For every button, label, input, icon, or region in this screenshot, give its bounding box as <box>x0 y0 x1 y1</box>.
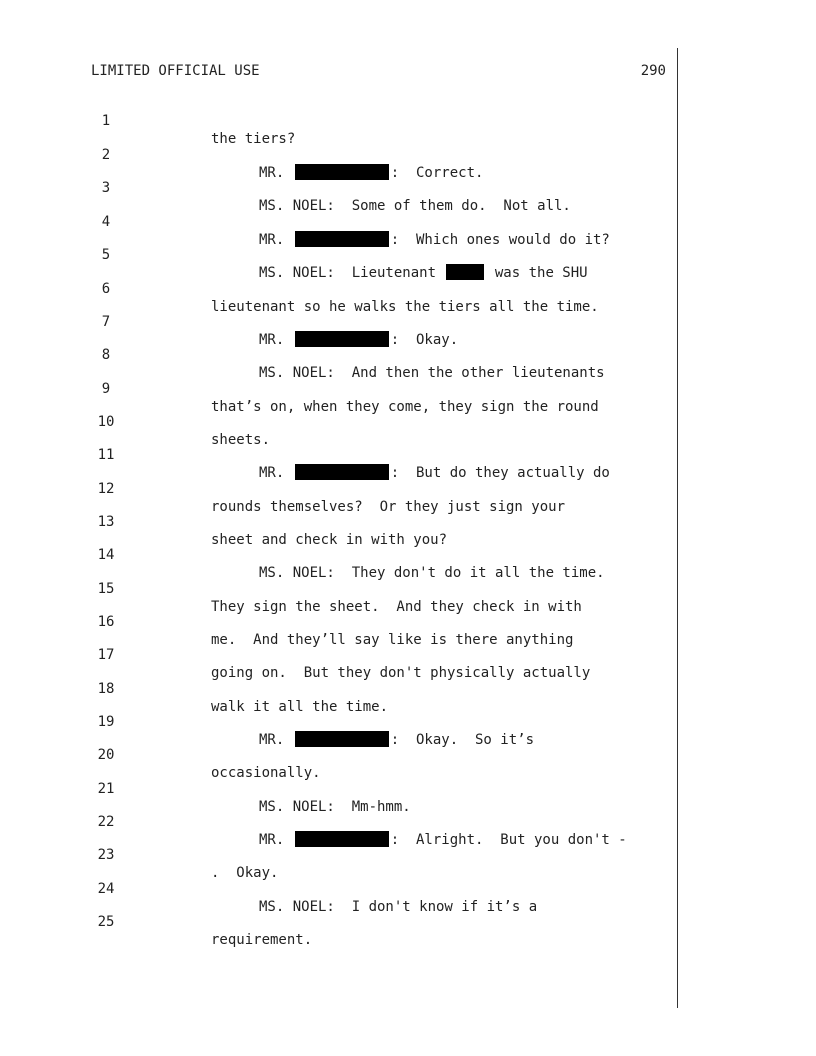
speaker-prefix: MR. <box>259 832 293 848</box>
transcript-line <box>0 161 680 214</box>
transcript-line <box>0 295 680 348</box>
line-number: 11 <box>97 447 115 463</box>
transcript-line <box>0 262 680 315</box>
line-text: rounds themselves? Or they just sign your <box>211 499 566 515</box>
transcript-line <box>0 128 680 181</box>
line-number: 25 <box>97 914 115 930</box>
speaker-prefix: MR. <box>259 165 293 181</box>
line-number: 22 <box>97 814 115 830</box>
transcript-line <box>0 628 680 681</box>
transcript-line <box>0 328 680 381</box>
line-text: me. And they’ll say like is there anything <box>211 632 574 648</box>
transcript-line <box>0 862 680 915</box>
line-number: 7 <box>101 314 111 330</box>
speaker-prefix: MR. <box>259 465 293 481</box>
speech-text: : Which ones would do it? <box>390 232 610 248</box>
transcript-line <box>0 362 680 415</box>
line-number: 1 <box>101 113 111 129</box>
line-number: 10 <box>97 414 115 430</box>
transcript-line <box>0 695 680 748</box>
transcript-line <box>0 195 680 248</box>
speaker-prefix: MR. <box>259 332 293 348</box>
line-text: going on. But they don't physically actually <box>211 665 591 681</box>
line-number: 14 <box>97 547 115 563</box>
line-text: that’s on, when they come, they sign the round <box>211 399 599 415</box>
transcript-line <box>0 828 680 881</box>
classification-header: LIMITED OFFICIAL USE <box>91 63 260 79</box>
transcript-line <box>0 94 680 147</box>
speech-text: : But do they actually do <box>390 465 610 481</box>
speech-text: : Okay. <box>390 332 459 348</box>
speech-text: : Correct. <box>390 165 484 181</box>
line-text: sheet and check in with you? <box>211 532 448 548</box>
line-number: 9 <box>101 381 111 397</box>
line-number: 24 <box>97 881 115 897</box>
transcript-line <box>0 662 680 715</box>
line-number: 2 <box>101 147 111 163</box>
transcript-line <box>0 795 680 848</box>
line-number: 5 <box>101 247 111 263</box>
line-text: . Okay. <box>211 865 279 881</box>
line-text: MS. NOEL: I don't know if it’s a <box>259 899 538 915</box>
line-number: 23 <box>97 847 115 863</box>
line-number: 4 <box>101 214 111 230</box>
page-number: 290 <box>640 63 666 79</box>
line-number: 13 <box>97 514 115 530</box>
line-text: MS. NOEL: Some of them do. Not all. <box>259 198 571 214</box>
line-number: 3 <box>101 180 111 196</box>
transcript-line <box>0 595 680 648</box>
transcript-line <box>0 728 680 781</box>
line-number: 12 <box>97 481 115 497</box>
transcript-line <box>0 762 680 815</box>
line-text: lieutenant so he walks the tiers all the time. <box>211 299 599 315</box>
line-text: sheets. <box>211 432 271 448</box>
line-number: 20 <box>97 747 115 763</box>
transcript-line <box>0 462 680 515</box>
speaker-prefix: MS. NOEL: Lieutenant <box>259 265 445 281</box>
transcript-line <box>0 562 680 615</box>
line-text: occasionally. <box>211 765 321 781</box>
transcript-line <box>0 428 680 481</box>
line-text: MS. NOEL: They don't do it all the time. <box>259 565 605 581</box>
line-number: 6 <box>101 281 111 297</box>
speech-text: was the SHU <box>486 265 588 281</box>
line-number: 21 <box>97 781 115 797</box>
speech-text: : Alright. But you don't - <box>390 832 627 848</box>
transcript-line <box>0 228 680 281</box>
transcript-line <box>0 395 680 448</box>
line-number: 15 <box>97 581 115 597</box>
speech-text: : Okay. So it’s <box>390 732 535 748</box>
transcript-line <box>0 528 680 581</box>
line-number: 18 <box>97 681 115 697</box>
line-text: They sign the sheet. And they check in with <box>211 599 582 615</box>
transcript-line <box>0 895 680 948</box>
transcript-line <box>0 495 680 548</box>
line-number: 17 <box>97 647 115 663</box>
line-number: 16 <box>97 614 115 630</box>
speaker-prefix: MR. <box>259 732 293 748</box>
line-number: 8 <box>101 347 111 363</box>
line-text: the tiers? <box>211 131 296 147</box>
line-text: MS. NOEL: And then the other lieutenants <box>259 365 605 381</box>
line-text: MS. NOEL: Mm-hmm. <box>259 799 411 815</box>
line-number: 19 <box>97 714 115 730</box>
line-text: walk it all the time. <box>211 699 389 715</box>
speaker-prefix: MR. <box>259 232 293 248</box>
line-text: requirement. <box>211 932 313 948</box>
